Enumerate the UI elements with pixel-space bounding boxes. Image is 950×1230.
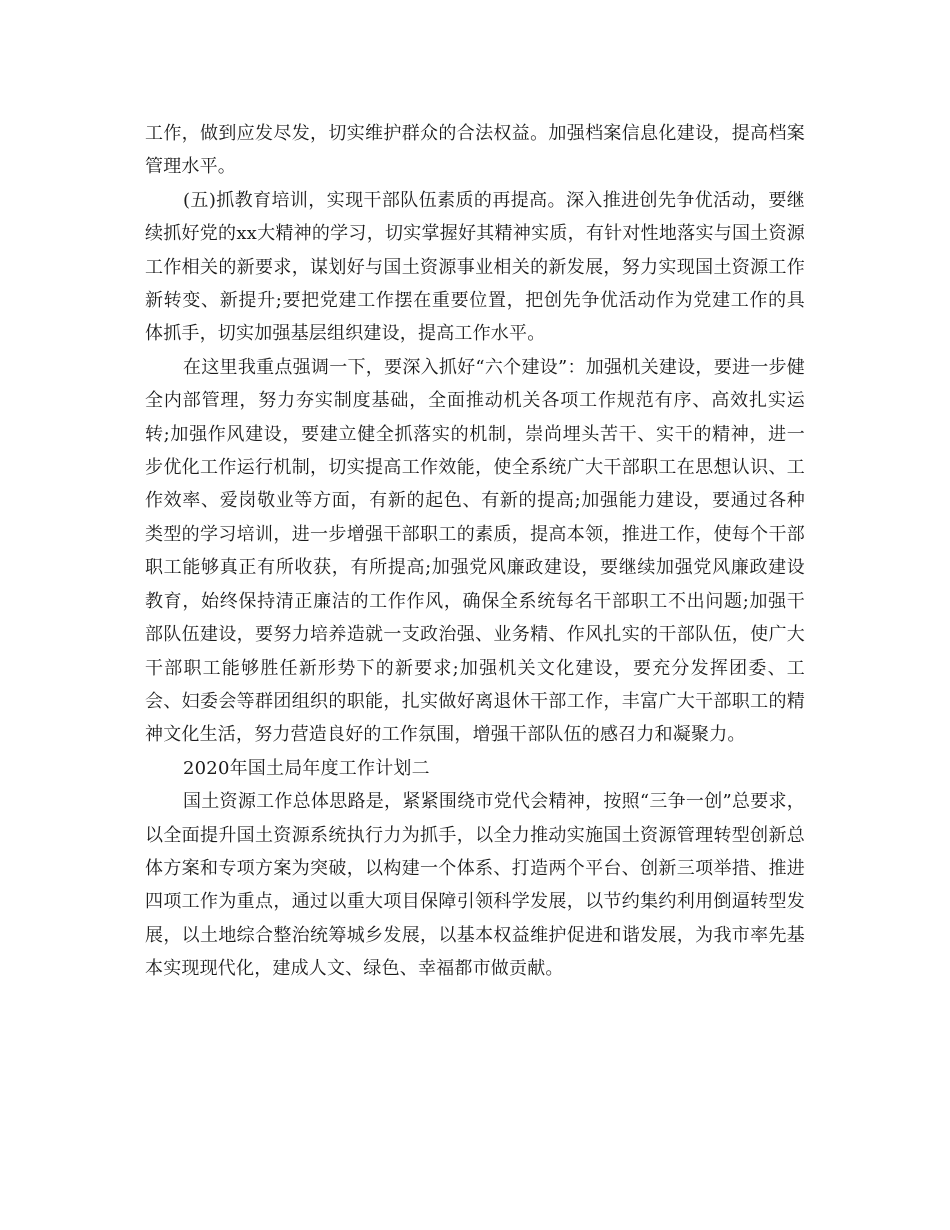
paragraph-overall-approach: 国土资源工作总体思路是，紧紧围绕市党代会精神，按照“三争一创”总要求，以全面提升国土资源系统执行力为抓手，以全力推动实施国土资源管理转型创新总体方案和专项方案为突破，以构建一个体系、打造两个平台、创新三项举措、推进四项工作为重点，通过以重大项目保障引领科学发展，以节约集约利用倒逼转型发展，以土地综合整治统筹城乡发展，以基本权益维护促进和谐发展，为我市率先基本实现现代化，建成人文、绿色、幸福都市做贡献。 xyxy=(145,791,805,980)
document-body xyxy=(145,117,805,986)
paragraph-six-constructions: 在这里我重点强调一下，要深入抓好“六个建设”：加强机关建设，要进一步健全内部管理，努力夯实制度基础，全面推动机关各项工作规范有序、高效扎实运转;加强作风建设，要建立健全抓落实的机制，崇尚埋头苦干、实干的精神，进一步优化工作运行机制，切实提高工作效能，使全系统广大干部职工在思想认识、工作效率、爱岗敬业等方面，有新的起色、有新的提高;加强能力建设，要通过各种类型的学习培训，进一步增强干部职工的素质，提高本领，推进工作，使每个干部职工能够真正有所收获，有所提高;加强党风廉政建设，要继续加强党风廉政建设教育，始终保持清正廉洁的工作作风，确保全系统每名干部职工不出问题;加强干部队伍建设，要努力培养造就一支政治强、业务精、作风扎实的干部队伍，使广大干部职工能够胜任新形势下的新要求;加强机关文化建设，要充分发挥团委、工会、妇委会等群团组织的职能，扎实做好离退休干部工作，丰富广大干部职工的精神文化生活，努力营造良好的工作氛围，增强干部队伍的感召力和凝聚力。 xyxy=(145,356,805,746)
paragraph-archive-management: 工作，做到应发尽发，切实维护群众的合法权益。加强档案信息化建设，提高档案管理水平。 xyxy=(145,123,805,178)
paragraph-education-training: (五)抓教育培训，实现干部队伍素质的再提高。深入推进创先争优活动，要继续抓好党的xx大精神的学习，切实掌握好其精神实质，有针对性地落实与国土资源工作相关的新要求，谋划好与国土资源事业相关的新发展，努力实现国土资源工作新转变、新提升;要把党建工作摆在重要位置，把创先争优活动作为党建工作的具体抓手，切实加强基层组织建设，提高工作水平。 xyxy=(145,189,805,345)
section-heading-plan-two: 2020年国土局年度工作计划二 xyxy=(183,757,430,779)
